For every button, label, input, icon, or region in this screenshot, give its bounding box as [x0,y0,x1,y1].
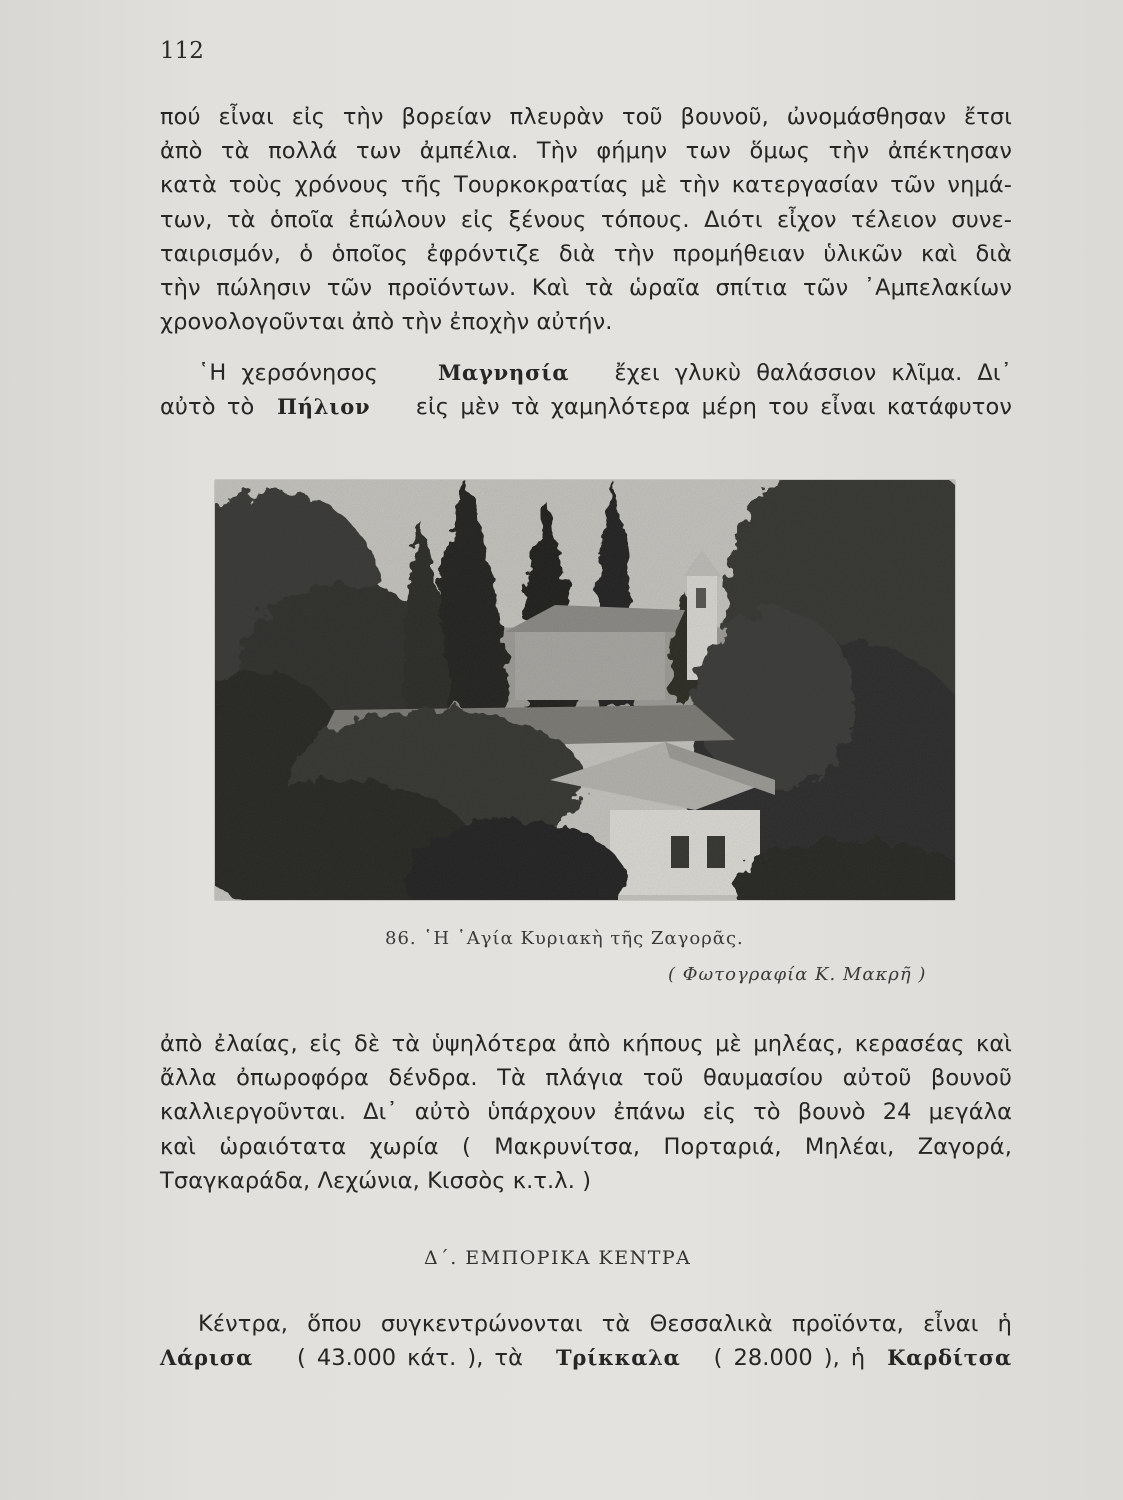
photo-credit: ( Φωτογραφία Κ. Μακρῆ ) [668,964,927,985]
text-fragment: ῾Η χερσόνησος [198,360,378,386]
text-line: ταιρισμόν, ὁ ὁποῖος ἐφρόντιζε διὰ τὴν προμήθειαν ὑλικῶν καὶ διὰ [160,240,1012,267]
city-karditsa: Καρδίτσα [887,1345,1012,1371]
paragraph-trade-centers [160,1307,1012,1375]
paragraph-pelion-villages [160,1027,1012,1198]
text-line: καὶ ὡραιότατα χωρία ( Μακρυνίτσα, Πορταριά, Μηλέαι, Ζαγορά, [160,1133,1012,1160]
text-fragment: αὐτὸ τὸ [160,394,255,421]
text-line [160,390,1012,424]
city-trikala: Τρίκκαλα [555,1345,681,1371]
text-line: χρονολογοῦνται ἀπὸ τὴν ἐποχὴν αὐτήν. [160,309,613,336]
text-line: ἀπὸ τὰ πολλά των ἀμπέλια. Τὴν φήμην των ὅμως τὴν ἀπέκτησαν [160,138,1012,165]
text-line: Τσαγκαράδα, Λεχώνια, Κισσὸς κ.τ.λ. ) [160,1167,592,1194]
place-name-magnesia: Μαγνησία [438,360,570,385]
text-line: κατὰ τοὺς χρόνους τῆς Τουρκοκρατίας μὲ τὴν κατεργασίαν τῶν νημά- [160,172,1012,199]
text-line: ἄλλα ὀπωροφόρα δένδρα. Τὰ πλάγια τοῦ θαυμασίου αὐτοῦ βουνοῦ [160,1065,1012,1092]
text-fragment: ( 28.000 ), ἡ [713,1345,866,1372]
section-heading: Δ΄. ΕΜΠΟΡΙΚΑ ΚΕΝΤΡΑ [424,1247,692,1269]
text-fragment: εἰς μὲν τὰ χαμηλότερα μέρη του εἶναι κατάφυτον [415,394,1012,421]
text-fragment: ἔχει γλυκὺ θαλάσσιον κλῖμα. Δι᾿ [614,360,1012,386]
text-line: τὴν πώλησιν τῶν προϊόντων. Καὶ τὰ ὡραῖα σπίτια τῶν ᾿Αμπελακίων [160,275,1012,302]
figure-caption: 86. ῾Η ῾Αγία Κυριακὴ τῆς Ζαγορᾶς. [385,928,744,949]
text-line [160,1341,1012,1375]
photograph-agia-kyriaki [215,480,955,900]
text-line: πού εἶναι εἰς τὴν βορείαν πλευρὰν τοῦ βουνοῦ, ὠνομάσθησαν ἔτσι [160,104,1012,130]
paragraph-magnesia [160,356,1012,424]
city-larisa: Λάρισα [160,1345,254,1371]
text-line: Κέντρα, ὅπου συγκεντρώνονται τὰ Θεσσαλικὰ προϊόντα, εἶναι ἡ [198,1311,1012,1337]
photo-illustration [215,480,955,900]
text-line: καλλιεργοῦνται. Δι᾿ αὐτὸ ὑπάρχουν ἐπάνω εἰς τὸ βουνὸ 24 μεγάλα [160,1099,1012,1126]
text-line: των, τὰ ὁποῖα ἐπώλουν εἰς ξένους τόπους. Διότι εἶχον τέλειον συνε- [160,206,1012,233]
text-fragment: ( 43.000 κάτ. ), τὰ [296,1345,524,1372]
paragraph-ampelakia [160,100,1012,339]
place-name-pelion: Πήλιον [277,394,371,420]
text-line [160,356,1012,390]
text-line: ἀπὸ ἐλαίας, εἰς δὲ τὰ ὑψηλότερα ἀπὸ κήπους μὲ μηλέας, κερασέας καὶ [160,1031,1012,1057]
page-number: 112 [160,38,204,64]
